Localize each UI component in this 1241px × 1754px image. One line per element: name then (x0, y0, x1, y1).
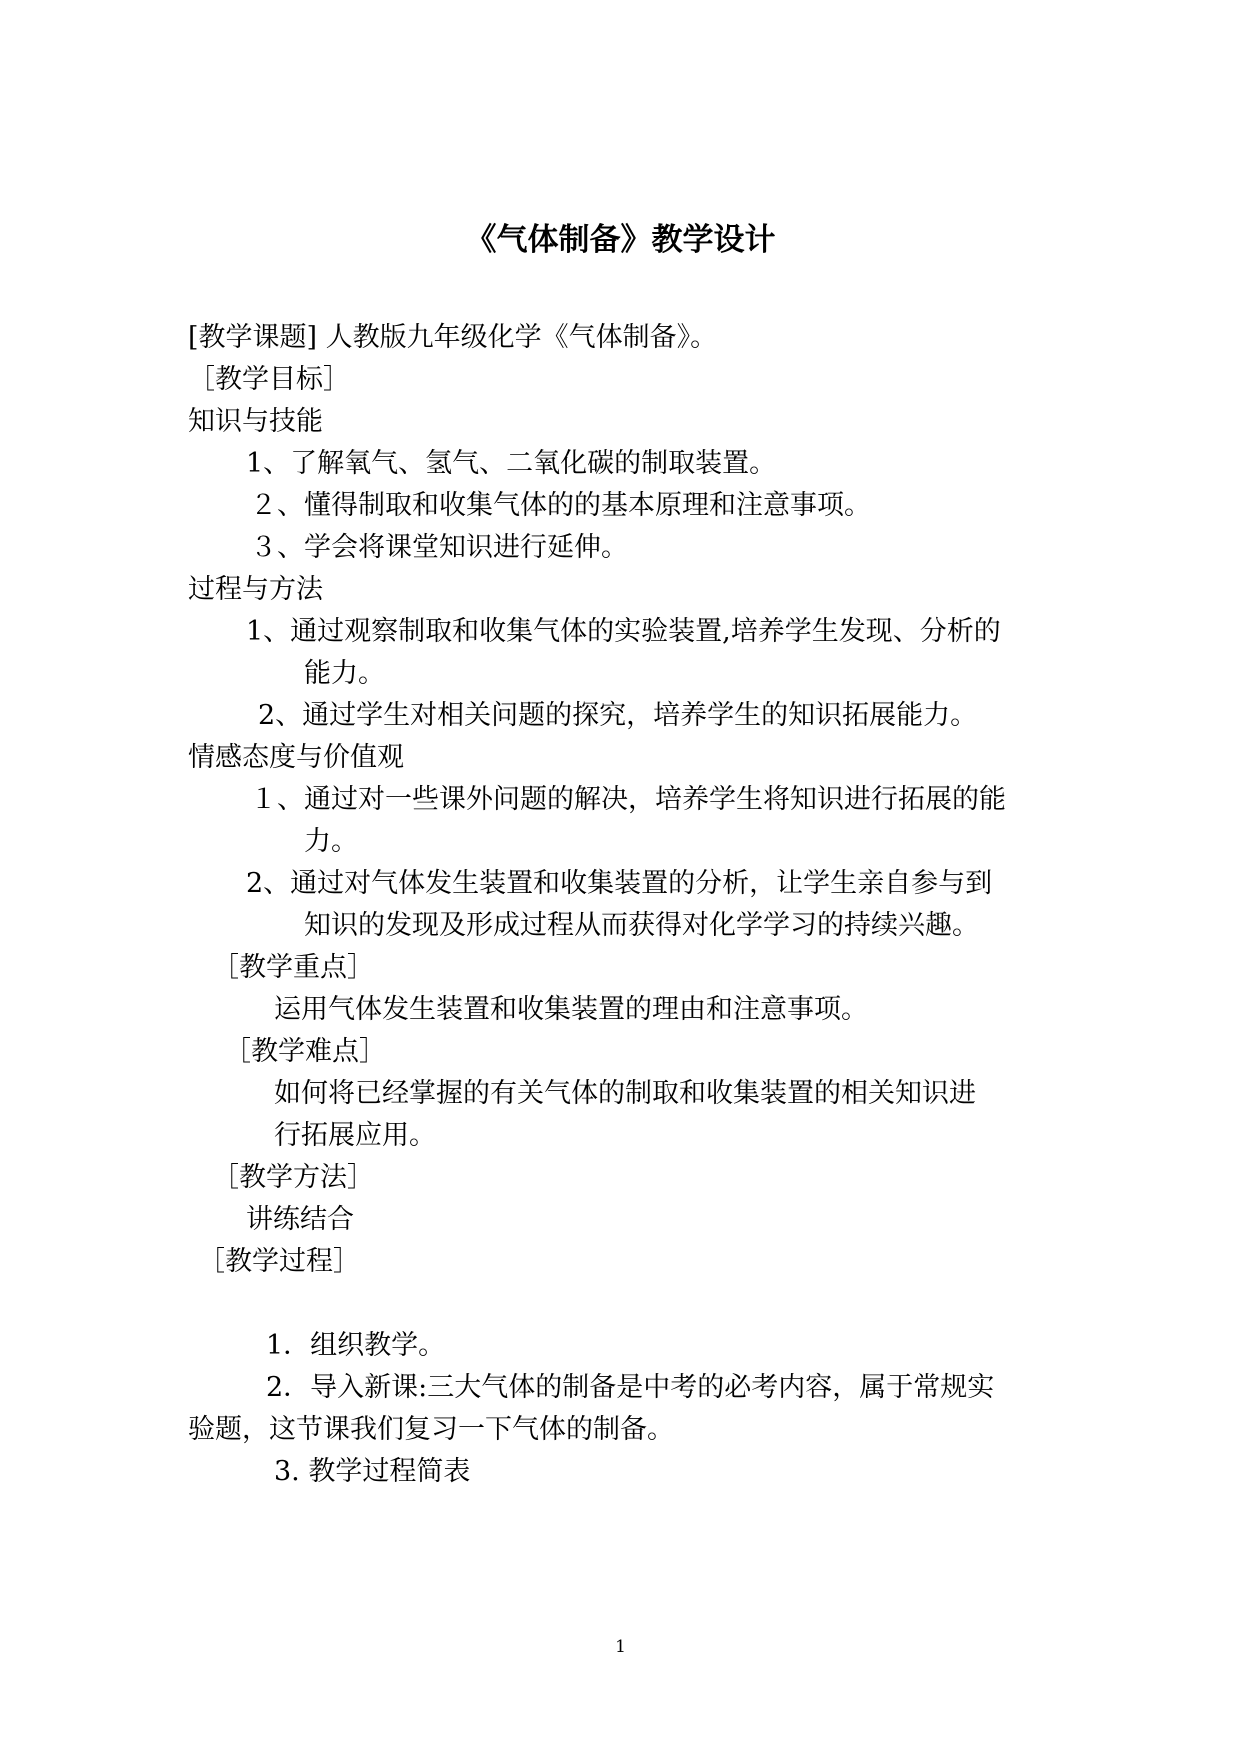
method-text: 讲练结合 (246, 1204, 354, 1235)
goals-heading: ［教学目标］ (188, 364, 350, 395)
knowledge-item-1: 1、了解氧气、氢气、二氧化碳的制取装置。 (246, 448, 777, 479)
procedure-step-1: 1．组织教学。 (266, 1330, 446, 1361)
attitude-item-2: 2、通过对气体发生装置和收集装置的分析，让学生亲自参与到 (246, 868, 993, 899)
method-heading: ［教学方法］ (212, 1162, 374, 1193)
attitude-item-2-continued: 知识的发现及形成过程从而获得对化学学习的持续兴趣。 (304, 910, 979, 941)
procedure-step-2-continued: 验题，这节课我们复习一下气体的制备。 (188, 1414, 674, 1445)
document-title: 《气体制备》教学设计 (465, 222, 776, 258)
key-points-text: 运用气体发生装置和收集装置的理由和注意事项。 (274, 994, 868, 1025)
knowledge-skills-heading: 知识与技能 (188, 406, 323, 437)
key-points-heading: ［教学重点］ (212, 952, 374, 983)
knowledge-item-2: ２、懂得制取和收集气体的的基本原理和注意事项。 (250, 490, 871, 521)
process-item-1: 1、通过观察制取和收集气体的实验装置,培养学生发现、分析的 (246, 616, 1001, 647)
difficulty-text: 如何将已经掌握的有关气体的制取和收集装置的相关知识进 (274, 1078, 976, 1109)
attitude-values-heading: 情感态度与价值观 (188, 742, 404, 773)
attitude-item-1-continued: 力。 (304, 826, 358, 857)
process-method-heading: 过程与方法 (188, 574, 323, 605)
process-item-1-continued: 能力。 (304, 658, 385, 689)
difficulty-text-continued: 行拓展应用。 (274, 1120, 436, 1151)
page-number: 1 (615, 1637, 626, 1657)
knowledge-item-3: ３、学会将课堂知识进行延伸。 (250, 532, 628, 563)
attitude-item-1: １、通过对一些课外问题的解决，培养学生将知识进行拓展的能 (250, 784, 1006, 815)
procedure-step-2: 2．导入新课:三大气体的制备是中考的必考内容，属于常规实 (266, 1372, 995, 1403)
procedure-heading: ［教学过程］ (198, 1246, 360, 1277)
procedure-step-3: 3. 教学过程简表 (274, 1456, 471, 1487)
course-line: [教学课题] 人教版九年级化学《气体制备》。 (188, 322, 718, 353)
difficulty-heading: ［教学难点］ (224, 1036, 386, 1067)
process-item-2: 2、通过学生对相关问题的探究，培养学生的知识拓展能力。 (258, 700, 978, 731)
